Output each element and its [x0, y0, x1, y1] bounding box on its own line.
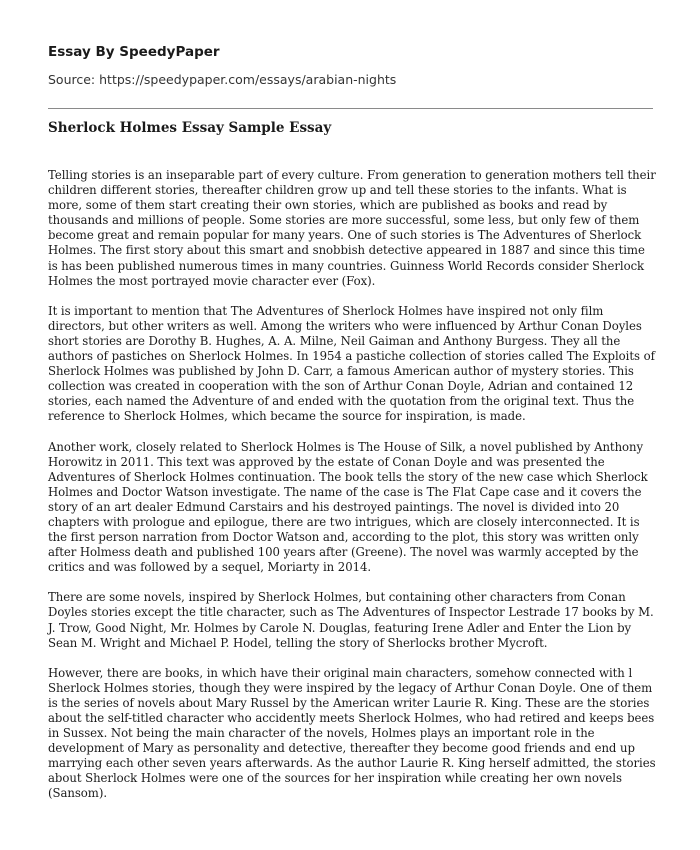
essay-title: Sherlock Holmes Essay Sample Essay	[48, 120, 332, 136]
essay-paragraph: However, there are books, in which have their original main characters, somehow connected with l Sherlock Holmes stories, though they were inspired by the legacy of Arthur Conan Doyle. One of them is the series of novels about Mary Russel by the American writer Laurie R. King. These are the stories about the self-titled character who accidently meets Sherlock Holmes, who had retired and keeps bees in Sussex. Not being the main character of the novels, Holmes plays an important role in the development of Mary as personality and detective, thereafter they become good friends and end up marrying each other seven years afterwards. As the author Laurie R. King herself admitted, the stories about Sherlock Holmes were one of the sources for her inspiration while creating her own novels (Sansom).	[48, 665, 656, 801]
essay-paragraph: Another work, closely related to Sherlock Holmes is The House of Silk, a novel published by Anthony Horowitz in 2011. This text was approved by the estate of Conan Doyle and was presented the Adventures of Sherlock Holmes continuation. The book tells the story of the new case which Sherlock Holmes and Doctor Watson investigate. The name of the case is The Flat Cape case and it covers the story of an art dealer Edmund Carstairs and his destroyed paintings. The novel is divided into 20 chapters with prologue and epilogue, there are two intrigues, which are closely interconnected. It is the first person narration from Doctor Watson and, according to the plot, this story was written only after Holmess death and published 100 years after (Greene). The novel was warmly accepted by the critics and was followed by a sequel, Moriarty in 2014.	[48, 439, 648, 575]
essay-body	[48, 168, 656, 817]
header-divider	[48, 108, 653, 109]
brand-heading: Essay By SpeedyPaper	[48, 44, 220, 60]
essay-paragraph: There are some novels, inspired by Sherlock Holmes, but containing other characters from Conan Doyles stories except the title character, such as The Adventures of Inspector Lestrade 17 books by M. J. Trow, Good Night, Mr. Holmes by Carole N. Douglas, featuring Irene Adler and Enter the Lion by Sean M. Wright and Michael P. Hodel, telling the story of Sherlocks brother Mycroft.	[48, 590, 654, 650]
essay-paragraph: Telling stories is an inseparable part of every culture. From generation to generation mothers tell their children different stories, thereafter children grow up and tell these stories to the infants. What is more, some of them start creating their own stories, which are published as books and read by thousands and millions of people. Some stories are more successful, some less, but only few of them become great and remain popular for many years. One of such stories is The Adventures of Sherlock Holmes. The first story about this smart and snobbish detective appeared in 1887 and since this time is has been published numerous times in many countries. Guinness World Records consider Sherlock Holmes the most portrayed movie character ever (Fox).	[48, 168, 656, 288]
source-line: Source: https://speedypaper.com/essays/arabian-nights	[48, 72, 397, 87]
essay-paragraph: It is important to mention that The Adventures of Sherlock Holmes have inspired not only film directors, but other writers as well. Among the writers who were influenced by Arthur Conan Doyles short stories are Dorothy B. Hughes, A. A. Milne, Neil Gaiman and Anthony Burgess. They all the authors of pastiches on Sherlock Holmes. In 1954 a pastiche collection of stories called The Exploits of Sherlock Holmes was published by John D. Carr, a famous American author of mystery stories. This collection was created in cooperation with the son of Arthur Conan Doyle, Adrian and contained 12 stories, each named the Adventure of and ended with the quotation from the original text. Thus the reference to Sherlock Holmes, which became the source for inspiration, is made.	[48, 303, 655, 424]
